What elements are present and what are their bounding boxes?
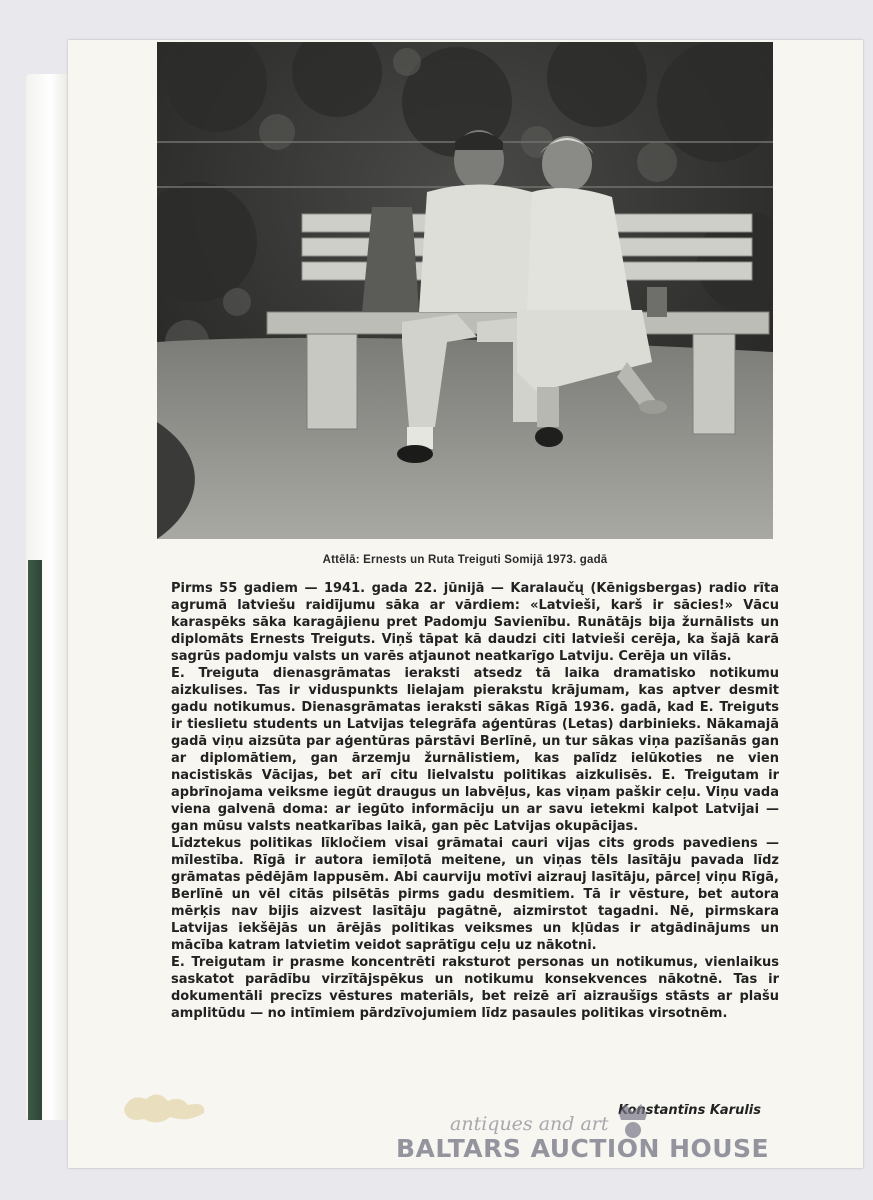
paper-stain [118,1087,212,1127]
blurb-paragraph: Līdztekus politikas līkločiem visai grāmatai cauri vijas cits grods pavediens — mīlestība. Rīgā ir autora iemīļotā meitene, un viņas tēls lasītāju pavada līdz grāmatas pēdējām lappusēm. Abi caurviju motīvi aizrauj lasītāju, pārceļ viņu Rīgā, Berlīnē un vēl citās pilsētās pirms gadu desmitiem. Tā ir vēsture, bet autora mērķis nav bijis aizvest lasītāju pagātnē, aizmirstot tagadni. Nē, pirmskara Latvijas iekšējās un ārējās politikas veiksmes un kļūdas ir atgādinājums un mācība katram latvietim veidot saprātīgu ceļu uz nākotni. [171,836,779,953]
blurb-paragraph: Pirms 55 gadiem — 1941. gada 22. jūnijā — Karalaučų (Kēnigsbergas) radio rīta agrumā latviešu raidījumu sāka ar vārdiem: «Latvieši, karš ir sācies!» Vācu karaspēks sāka karagājienu pret Padomju Savienību. Runātājs bija žurnālists un diplomāts Ernests Treiguts. Viņš tāpat kā daudzi citi latvieši cerēja, ka šajā karā sagrūs padomju valsts un varēs atjaunot neatkarīgo Latviju. Cerēja un vīlās. [171,581,779,664]
signature: Konstantīns Karulis [618,1103,761,1118]
cover-photo [157,42,773,539]
photo-caption: Attēlā: Ernests un Ruta Treiguti Somijā 1973. gadā [322,554,608,566]
blurb-text [171,580,779,1022]
blurb-paragraph: E. Treiguta dienasgrāmatas ieraksti atsedz tā laika dramatisko notikumu aizkulises. Tas ir viduspunkts lielajam pierakstu krājumam, kas aptver desmit gadu notikumus. Dienasgrāmatas ieraksti sākas Rīgā 1936. gadā, kad E. Treiguts ir tieslietu students un Latvijas telegrāfa aģentūras (Letas) darbinieks. Nākamajā gadā viņu aizsūta par aģentūras pārstāvi Berlīnē, un tur sākas viņa pazīšanās gan ar diplomātiem, gan ārzemju žurnālistiem, kas palīdz ielūkoties ne vien nacistiskās Vācijas, bet arī citu lielvalstu politikas aizkulisēs. E. Treigutam ir apbrīnojama veiksme iegūt draugus un labvēļus, kas viņam paškir ceļu. Viņu vada viena galvenā doma: ar iegūto informāciju un ar savu ietekmi kalpot Latvijai — gan mūsu valsts neatkarības laikā, gan pēc Latvijas okupācijas. [171,666,779,834]
book-spine [28,560,42,1120]
watermark-title: BALTARS AUCTION HOUSE [396,1134,770,1163]
crown-icon [615,1100,651,1138]
watermark-script: antiques and art [450,1113,609,1135]
blurb-paragraph: E. Treigutam ir prasme koncentrēti raksturot personas un notikumus, vienlaikus saskatot parādību virzītājspēkus un notikumu konsekvences nākotnē. Tas ir dokumentāli precīzs vēstures materiāls, bet reizē arī aizraušīgs stāsts ar plašu amplitūdu — no intīmiem pārdzīvojumiem līdz pasaules politikas virsotnēm. [171,955,779,1021]
